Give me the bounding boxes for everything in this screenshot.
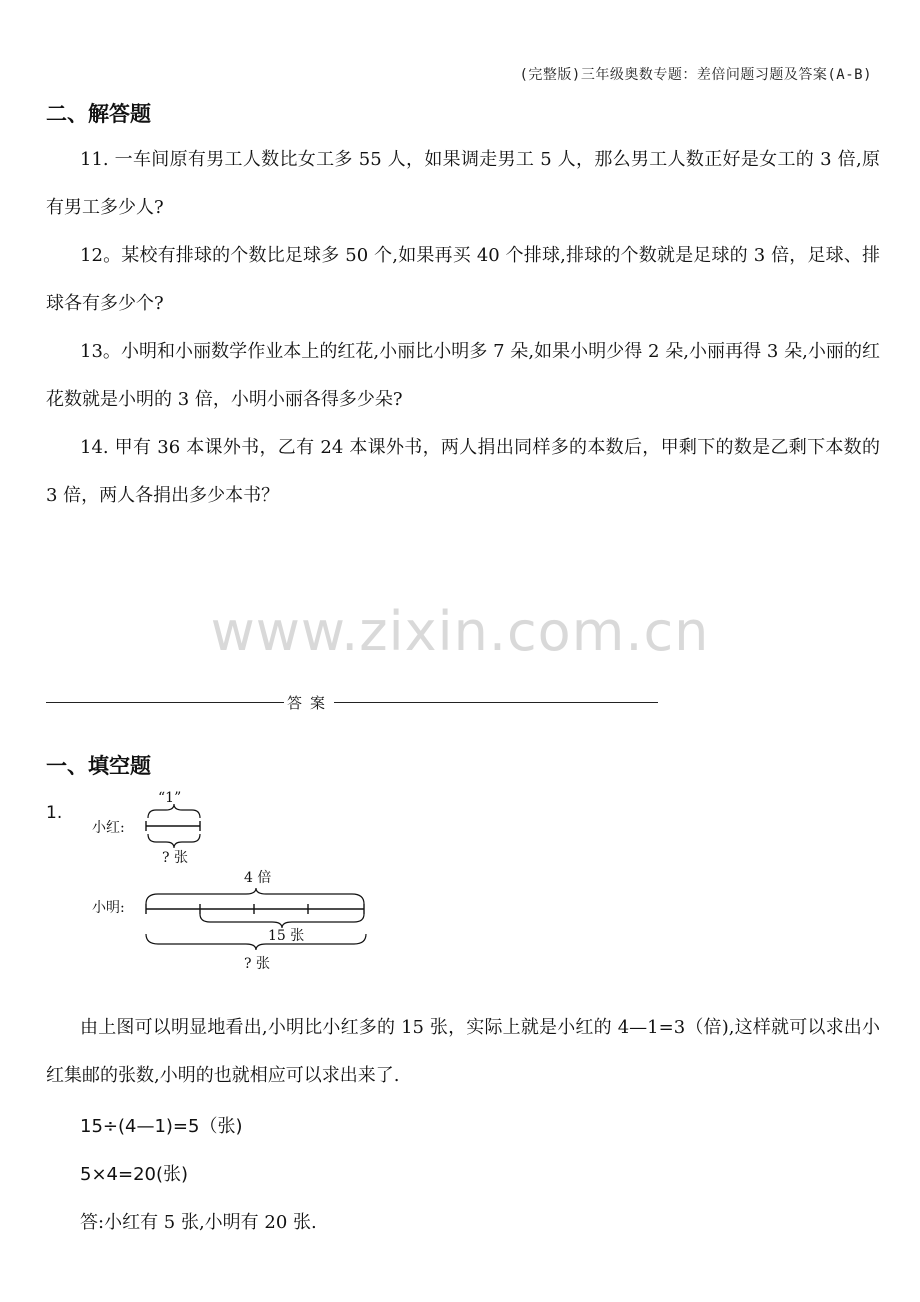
xiaohong-label: 小红: <box>92 820 125 836</box>
problem-11: 11. 一车间原有男工人数比女工多 55 人，如果调走男工 5 人，那么男工人数正好是女工的 3 倍,原有男工多少人? <box>46 149 880 218</box>
document-header: (完整版)三年级奥数专题：差倍问题习题及答案(A-B) <box>519 67 872 83</box>
final-answer: 答:小红有 5 张,小明有 20 张. <box>80 1212 317 1233</box>
unit-label: “1” <box>158 790 182 806</box>
times-label: 4 倍 <box>244 870 272 886</box>
problem-13: 13。小明和小丽数学作业本上的红花,小丽比小明多 7 朵,如果小明少得 2 朵,小丽再得 3 朵,小丽的红花数就是小明的 3 倍，小明小丽各得多少朵? <box>46 341 880 410</box>
diff-brace <box>200 914 364 928</box>
diff-label: 15 张 <box>268 928 305 944</box>
explanation-text: 由上图可以明显地看出,小明比小红多的 15 张，实际上就是小红的 4—1=3（倍),这样就可以求出小红集邮的张数,小明的也就相应可以求出来了. <box>46 1017 880 1086</box>
calculation-1: 15÷(4—1)=5（张) <box>80 1116 243 1137</box>
answer-label: 答案 <box>286 694 333 712</box>
xiaoming-total-brace <box>146 934 366 950</box>
calculation-2: 5×4=20(张) <box>80 1164 189 1185</box>
xiaoming-total-label: ? 张 <box>244 956 270 972</box>
question-number: 1. <box>46 803 63 823</box>
divider-rule-right <box>334 702 658 703</box>
xiaohong-total-brace <box>148 834 200 848</box>
problem-14: 14. 甲有 36 本课外书，乙有 24 本课外书，两人捐出同样多的本数后，甲剩下的数是乙剩下本数的 3 倍，两人各捐出多少本书？ <box>46 437 880 506</box>
xiaohong-total-label: ? 张 <box>162 850 188 866</box>
answer-divider <box>46 692 658 712</box>
section-title-fill-blank: 一、填空题 <box>46 754 151 778</box>
line-segment-diagram <box>86 784 386 980</box>
problem-12: 12。某校有排球的个数比足球多 50 个,如果再买 40 个排球,排球的个数就是足球的 3 倍，足球、排球各有多少个? <box>46 245 880 314</box>
unit-brace <box>148 804 200 818</box>
section-title-answer-questions: 二、解答题 <box>46 102 151 126</box>
divider-rule-left <box>46 702 284 703</box>
xiaoming-label: 小明: <box>92 900 125 916</box>
times-brace <box>146 888 364 904</box>
watermark: www.zixin.com.cn <box>210 600 710 663</box>
